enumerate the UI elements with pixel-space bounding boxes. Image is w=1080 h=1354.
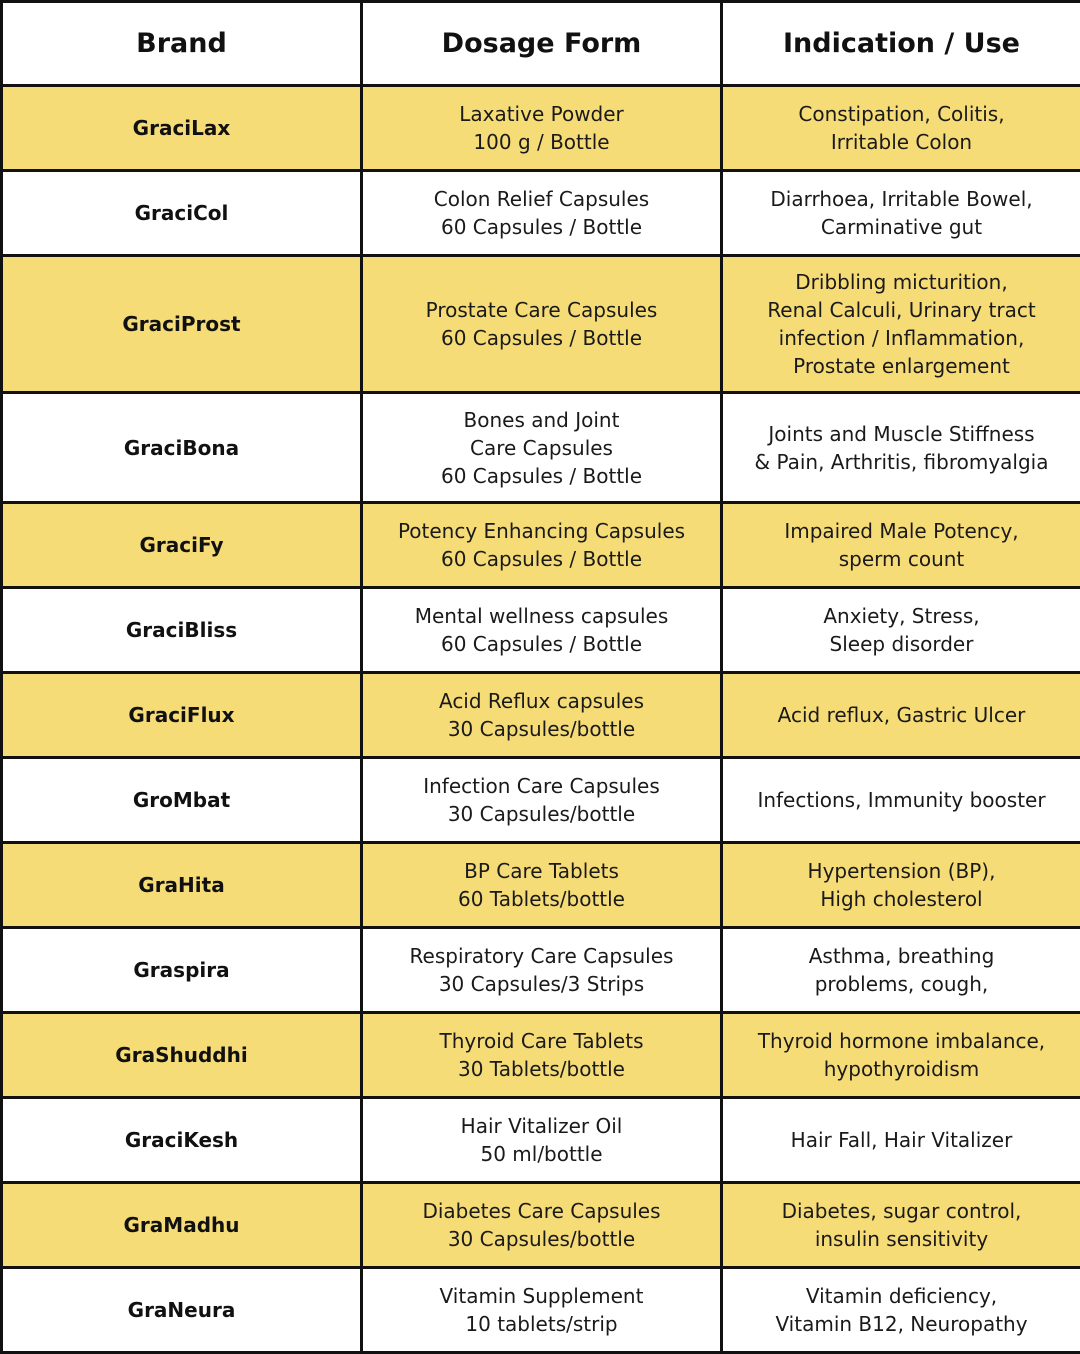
indication-cell: Joints and Muscle Stiffness & Pain, Arthritis, fibromyalgia <box>722 393 1080 503</box>
table-row <box>2 1183 1080 1268</box>
brand-cell: GraciProst <box>2 256 362 393</box>
brand-cell: GraciFy <box>2 503 362 588</box>
brand-cell: GraciBliss <box>2 588 362 673</box>
brand-cell: GraHita <box>2 843 362 928</box>
brand-cell: GraNeura <box>2 1268 362 1353</box>
dosage-form-cell: Vitamin Supplement 10 tablets/strip <box>362 1268 722 1353</box>
indication-cell: Acid reflux, Gastric Ulcer <box>722 673 1080 758</box>
table-row <box>2 928 1080 1013</box>
header-indication: Indication / Use <box>722 2 1080 86</box>
table-row <box>2 1268 1080 1353</box>
brand-cell: GraciBona <box>2 393 362 503</box>
indication-cell: Thyroid hormone imbalance, hypothyroidism <box>722 1013 1080 1098</box>
table-row <box>2 256 1080 393</box>
table-row <box>2 673 1080 758</box>
indication-cell: Asthma, breathing problems, cough, <box>722 928 1080 1013</box>
table-row <box>2 503 1080 588</box>
brand-cell: GraciKesh <box>2 1098 362 1183</box>
dosage-form-cell: Bones and Joint Care Capsules 60 Capsules / Bottle <box>362 393 722 503</box>
dosage-form-cell: Respiratory Care Capsules 30 Capsules/3 Strips <box>362 928 722 1013</box>
dosage-form-cell: BP Care Tablets 60 Tablets/bottle <box>362 843 722 928</box>
dosage-form-cell: Colon Relief Capsules 60 Capsules / Bottle <box>362 171 722 256</box>
dosage-form-cell: Laxative Powder 100 g / Bottle <box>362 86 722 171</box>
indication-cell: Diabetes, sugar control, insulin sensitivity <box>722 1183 1080 1268</box>
indication-cell: Infections, Immunity booster <box>722 758 1080 843</box>
brand-cell: Graspira <box>2 928 362 1013</box>
table-row <box>2 1013 1080 1098</box>
dosage-form-cell: Acid Reflux capsules 30 Capsules/bottle <box>362 673 722 758</box>
dosage-form-cell: Hair Vitalizer Oil 50 ml/bottle <box>362 1098 722 1183</box>
header-dosage-form: Dosage Form <box>362 2 722 86</box>
table-row <box>2 843 1080 928</box>
brand-cell: GraShuddhi <box>2 1013 362 1098</box>
table-row <box>2 171 1080 256</box>
header-row <box>2 2 1080 86</box>
table-row <box>2 588 1080 673</box>
table-row <box>2 393 1080 503</box>
brand-cell: GraMadhu <box>2 1183 362 1268</box>
dosage-form-cell: Prostate Care Capsules 60 Capsules / Bottle <box>362 256 722 393</box>
indication-cell: Hair Fall, Hair Vitalizer <box>722 1098 1080 1183</box>
indication-cell: Constipation, Colitis, Irritable Colon <box>722 86 1080 171</box>
dosage-form-cell: Infection Care Capsules 30 Capsules/bottle <box>362 758 722 843</box>
dosage-form-cell: Thyroid Care Tablets 30 Tablets/bottle <box>362 1013 722 1098</box>
dosage-form-cell: Potency Enhancing Capsules 60 Capsules / Bottle <box>362 503 722 588</box>
indication-cell: Hypertension (BP), High cholesterol <box>722 843 1080 928</box>
dosage-form-cell: Diabetes Care Capsules 30 Capsules/bottle <box>362 1183 722 1268</box>
indication-cell: Diarrhoea, Irritable Bowel, Carminative gut <box>722 171 1080 256</box>
table-row <box>2 86 1080 171</box>
brand-cell: GraciLax <box>2 86 362 171</box>
table-row <box>2 1098 1080 1183</box>
brand-cell: GroMbat <box>2 758 362 843</box>
indication-cell: Vitamin deficiency, Vitamin B12, Neuropathy <box>722 1268 1080 1353</box>
brand-cell: GraciFlux <box>2 673 362 758</box>
table-row <box>2 758 1080 843</box>
indication-cell: Dribbling micturition, Renal Calculi, Urinary tract infection / Inflammation, Prostate enlargement <box>722 256 1080 393</box>
brand-cell: GraciCol <box>2 171 362 256</box>
indication-cell: Impaired Male Potency, sperm count <box>722 503 1080 588</box>
header-brand: Brand <box>2 2 362 86</box>
dosage-form-cell: Mental wellness capsules 60 Capsules / Bottle <box>362 588 722 673</box>
indication-cell: Anxiety, Stress, Sleep disorder <box>722 588 1080 673</box>
